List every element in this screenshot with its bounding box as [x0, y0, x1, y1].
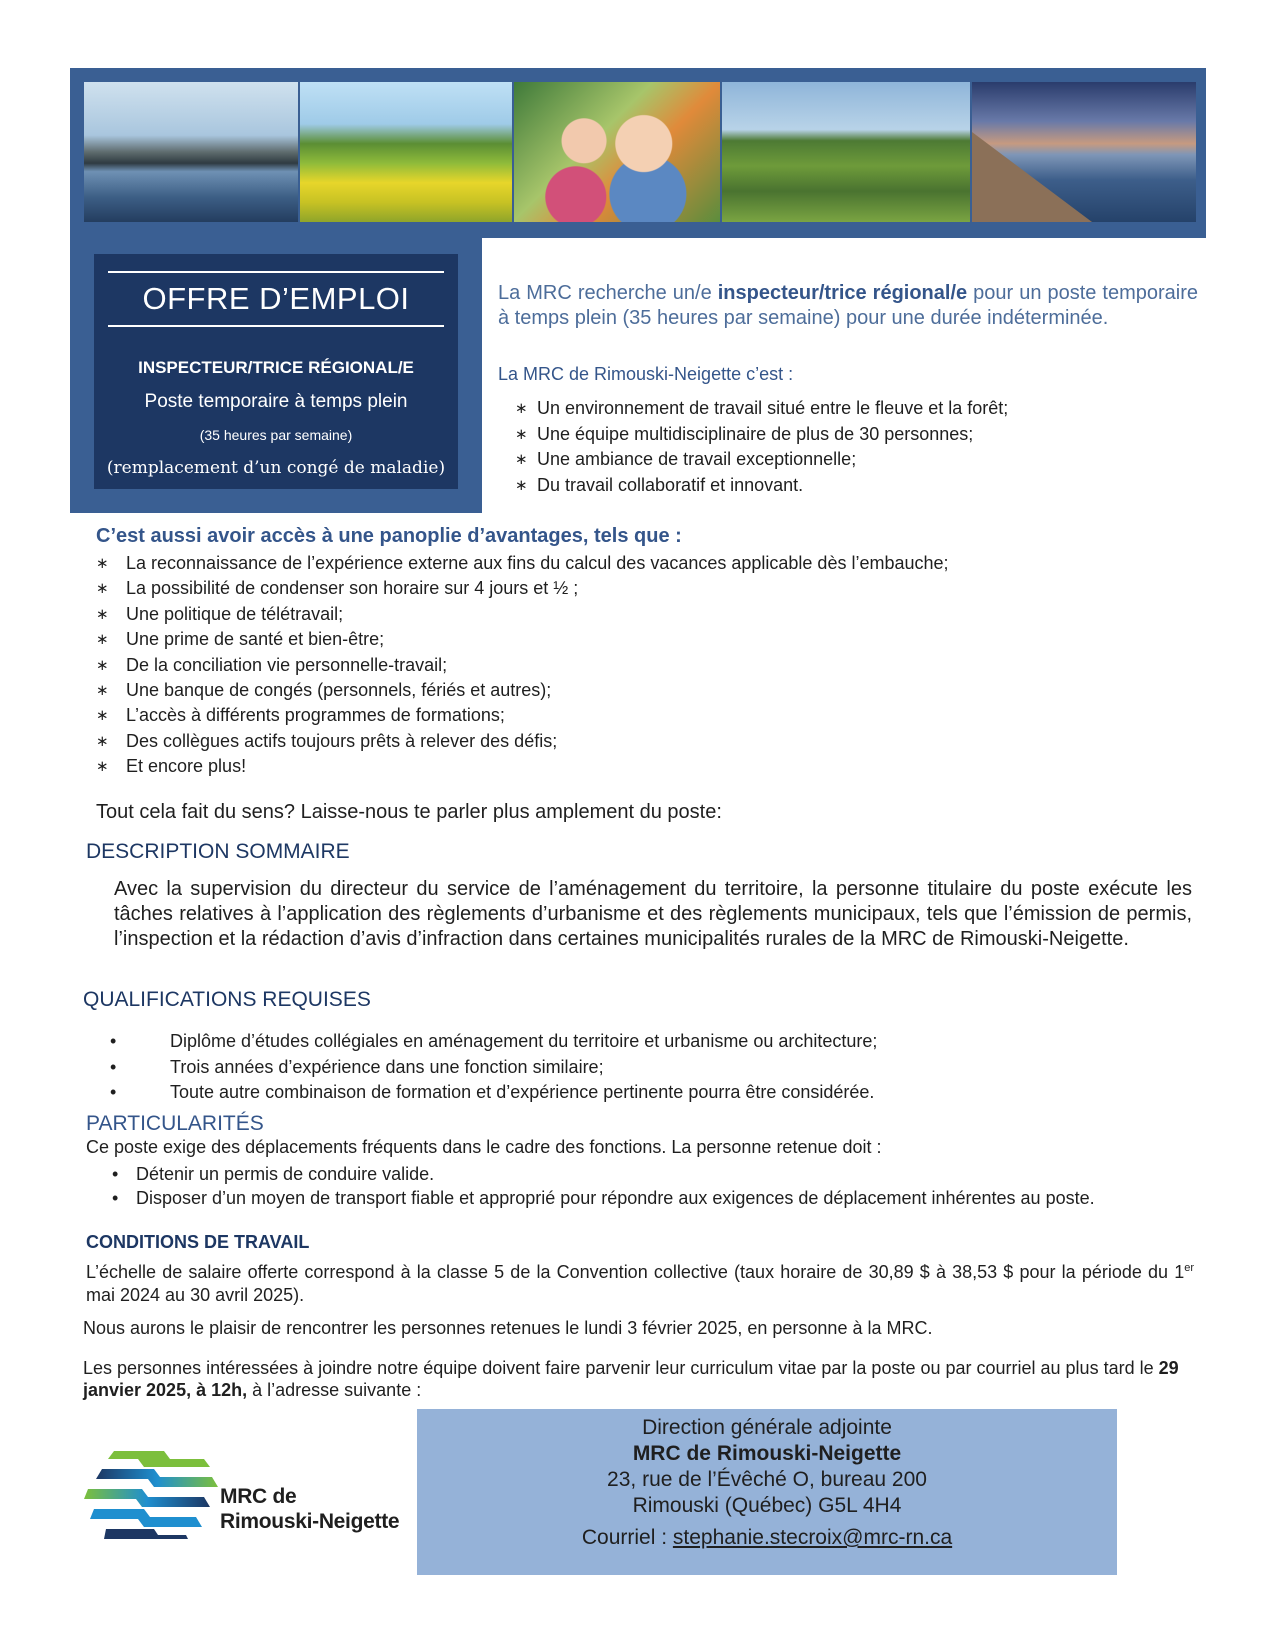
- asterisk-bullet-icon: ∗: [515, 400, 528, 417]
- list-item: • Toute autre combinaison de formation et d’expérience pertinente pourra être considérée.: [110, 1080, 877, 1106]
- email-link[interactable]: stephanie.stecroix@mrc-rn.ca: [672, 1526, 953, 1549]
- advantages-heading: C’est aussi avoir accès à une panoplie d’avantages, tels que :: [96, 525, 682, 547]
- title-frame: [70, 238, 482, 513]
- list-item: ∗ Un environnement de travail situé entre le fleuve et la forêt;: [515, 396, 1008, 422]
- boardwalk-photo: [972, 82, 1196, 222]
- asterisk-bullet-icon: ∗: [96, 580, 109, 598]
- asterisk-bullet-icon: ∗: [515, 476, 528, 494]
- particularities-list: [112, 1162, 1194, 1210]
- mrc-heading: La MRC de Rimouski-Neigette c’est :: [498, 364, 794, 384]
- address-city: Rimouski (Québec) G5L 4H4: [632, 1494, 902, 1517]
- bullet-icon: •: [110, 1031, 117, 1051]
- list-item: ∗ La possibilité de condenser son horaire sur 4 jours et ½ ;: [96, 576, 949, 601]
- asterisk-bullet-icon: ∗: [96, 605, 109, 623]
- description-text: Avec la supervision du directeur du service de l’aménagement du territoire, la personne titulaire du poste exécute les tâches relatives à l’application des règlements d’urbanisme et des règlements municipaux, tels que l’émission de permis, l’inspection et la rédaction d’avis d’infraction dans certaines municipalités rurales de la MRC de Rimouski-Neigette.: [114, 878, 1192, 950]
- particularities-text: Ce poste exige des déplacements fréquents dans le cadre des fonctions. La personne retenue doit :: [86, 1137, 882, 1157]
- list-item: ∗ Une prime de santé et bien-être;: [96, 627, 949, 652]
- list-item: ∗ Du travail collaboratif et innovant.: [515, 473, 1008, 499]
- job-highlight: inspecteur/trice régional/e: [717, 282, 968, 304]
- farmland-photo: [722, 82, 970, 222]
- field-photo: [300, 82, 512, 222]
- list-item: • Disposer d’un moyen de transport fiable et approprié pour répondre aux exigences de déplacement inhérentes au poste.: [112, 1188, 1095, 1208]
- coastline-photo: [84, 82, 298, 222]
- particularities-heading: PARTICULARITÉS: [86, 1112, 264, 1135]
- list-item: ∗ Des collègues actifs toujours prêts à relever des défis;: [96, 729, 949, 754]
- list-item: • Diplôme d’études collégiales en aménagement du territoire et urbanisme ou architecture;: [110, 1029, 877, 1055]
- list-item: • Trois années d’expérience dans une fonction similaire;: [110, 1055, 877, 1081]
- deadline: 29 janvier 2025, à 12h,: [83, 1358, 1179, 1400]
- title-rule-top: [108, 271, 444, 273]
- list-item: ∗ Une banque de congés (personnels, fériés et autres);: [96, 678, 949, 703]
- list-item: ∗ Une équipe multidisciplinaire de plus de 30 personnes;: [515, 422, 1008, 448]
- asterisk-bullet-icon: ∗: [515, 451, 528, 468]
- address-street: 23, rue de l’Évêché O, bureau 200: [607, 1468, 927, 1491]
- address-department: Direction générale adjointe: [642, 1416, 892, 1439]
- qualifications-heading: QUALIFICATIONS REQUISES: [83, 988, 371, 1011]
- replacement-note: (remplacement d’un congé de maladie): [106, 458, 446, 478]
- hours-note: (35 heures par semaine): [199, 427, 353, 443]
- intro-paragraph: La MRC recherche un/e inspecteur/trice régional/e pour un poste temporaire à temps plein (35 heures par semaine) pour une durée indéterminée.: [498, 282, 1198, 329]
- list-item: ∗ L’accès à différents programmes de formations;: [96, 703, 949, 728]
- children-photo: [514, 82, 720, 222]
- asterisk-bullet-icon: ∗: [96, 682, 109, 700]
- logo-text: MRC de Rimouski-Neigette: [220, 1485, 400, 1533]
- address-organization: MRC de Rimouski-Neigette: [632, 1442, 902, 1465]
- asterisk-bullet-icon: ∗: [96, 732, 109, 750]
- offer-heading: OFFRE D’EMPLOI: [142, 281, 410, 316]
- bullet-icon: •: [110, 1082, 117, 1102]
- asterisk-bullet-icon: ∗: [96, 707, 109, 725]
- asterisk-bullet-icon: ∗: [515, 425, 528, 443]
- meeting-text: Nous aurons le plaisir de rencontrer les personnes retenues le lundi 3 février 2025, en personne à la MRC.: [83, 1318, 933, 1338]
- list-item: ∗ La reconnaissance de l’expérience externe aux fins du calcul des vacances applicable dès l’embauche;: [96, 551, 949, 576]
- mrc-features-list: [515, 396, 1008, 498]
- conditions-heading: CONDITIONS DE TRAVAIL: [86, 1232, 310, 1252]
- photo-banner: [70, 68, 1206, 238]
- asterisk-bullet-icon: ∗: [96, 631, 109, 649]
- list-item: ∗ De la conciliation vie personnelle-travail;: [96, 653, 949, 678]
- asterisk-bullet-icon: ∗: [96, 758, 109, 776]
- application-text: Les personnes intéressées à joindre notre équipe doivent faire parvenir leur curriculum vitae par la poste ou par courriel au plus tard le 29 janvier 2025, à 12h, à l’adresse suivante :: [83, 1358, 1179, 1400]
- position-type: Poste temporaire à temps plein: [144, 391, 408, 412]
- qualifications-list: [110, 1029, 877, 1106]
- list-item: ∗ Et encore plus!: [96, 754, 949, 779]
- advantages-list: [96, 551, 949, 780]
- asterisk-bullet-icon: ∗: [96, 656, 109, 674]
- title-box: [94, 254, 458, 489]
- list-item: ∗ Une politique de télétravail;: [96, 602, 949, 627]
- address-email-line: Courriel : stephanie.stecroix@mrc-rn.ca: [581, 1526, 953, 1549]
- job-title: INSPECTEUR/TRICE RÉGIONAL/E: [138, 358, 414, 377]
- conditions-text: L’échelle de salaire offerte correspond à la classe 5 de la Convention collective (taux horaire de 30,89 $ à 38,53 $ pour la période du 1er mai 2024 au 30 avril 2025).: [86, 1262, 1194, 1305]
- asterisk-bullet-icon: ∗: [96, 555, 109, 572]
- list-item: ∗ Une ambiance de travail exceptionnelle;: [515, 447, 1008, 473]
- address-box: [417, 1409, 1117, 1575]
- list-item: • Détenir un permis de conduire valide.: [112, 1164, 435, 1184]
- title-rule-bottom: [108, 325, 444, 327]
- transition-text: Tout cela fait du sens? Laisse-nous te parler plus amplement du poste:: [96, 801, 722, 823]
- description-heading: DESCRIPTION SOMMAIRE: [86, 840, 350, 863]
- bullet-icon: •: [110, 1056, 117, 1077]
